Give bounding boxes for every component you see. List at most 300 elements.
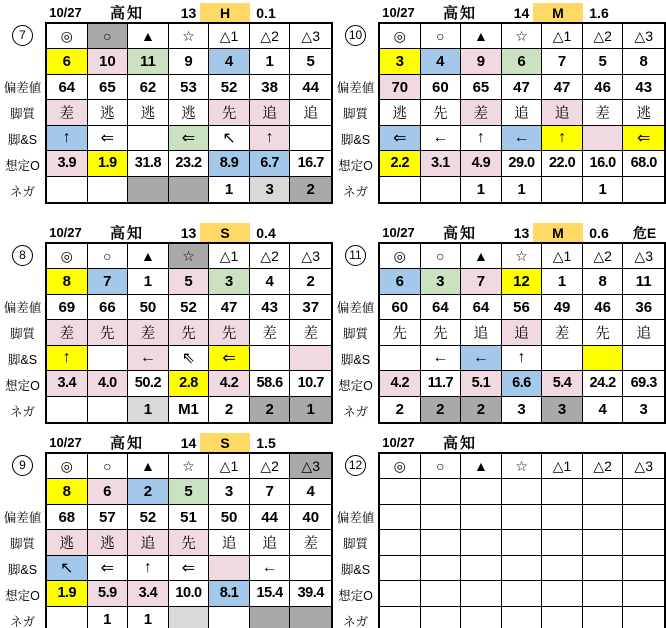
nega-cell[interactable] <box>623 177 664 202</box>
num-cell[interactable]: 7 <box>88 269 129 294</box>
marks-cell[interactable]: ◎ <box>47 244 88 269</box>
num-cell[interactable]: 8 <box>623 49 664 74</box>
nega-cell[interactable] <box>250 607 291 628</box>
marks-cell[interactable]: ☆ <box>169 24 210 49</box>
style-cell[interactable]: 逃 <box>380 100 421 125</box>
arrow-cell[interactable]: ← <box>421 346 462 371</box>
marks-cell[interactable]: ▲ <box>461 24 502 49</box>
row-label-deviation: 偏差値 <box>336 301 375 315</box>
odds-cell[interactable]: 22.0 <box>542 151 583 176</box>
dev-cell[interactable]: 36 <box>623 295 664 320</box>
dev-cell[interactable]: 40 <box>290 505 331 530</box>
num-cell[interactable]: 11 <box>623 269 664 294</box>
dev-cell[interactable]: 65 <box>88 75 129 100</box>
nega-cell[interactable]: 3 <box>639 400 648 418</box>
odds-cell[interactable] <box>623 581 664 606</box>
arrow-cell[interactable]: ⇖ <box>169 346 210 371</box>
nega-cell[interactable] <box>421 177 462 202</box>
odds-cell[interactable] <box>380 581 421 606</box>
arrow-cell[interactable] <box>88 346 129 371</box>
num-cell[interactable]: 2 <box>290 269 331 294</box>
nega-cell[interactable] <box>380 607 421 628</box>
num-cell[interactable]: 6 <box>88 479 129 504</box>
marks-cell[interactable]: △2 <box>250 454 291 479</box>
nega-cell[interactable]: M1 <box>169 397 210 422</box>
odds-cell[interactable] <box>583 581 624 606</box>
arrow-cell[interactable] <box>290 126 331 151</box>
arrow-cell[interactable] <box>583 346 624 371</box>
nega-cell[interactable]: 2 <box>250 397 291 422</box>
style-cell[interactable]: 先 <box>380 320 421 345</box>
nega-cell[interactable]: 3 <box>542 397 583 422</box>
dev-cell[interactable]: 49 <box>542 295 583 320</box>
arrow-cell[interactable]: ⇐ <box>380 126 421 151</box>
odds-cell[interactable]: 4.0 <box>88 371 129 396</box>
num-cell[interactable] <box>502 479 543 504</box>
style-cell[interactable]: 先 <box>169 530 210 555</box>
race-date: 10/27 <box>382 435 415 450</box>
arrow-cell[interactable] <box>380 346 421 371</box>
odds-cell[interactable]: 68.0 <box>623 151 664 176</box>
odds-cell[interactable] <box>421 581 462 606</box>
style-cell[interactable] <box>502 530 543 555</box>
arrow-cell[interactable] <box>502 556 543 581</box>
dev-cell[interactable]: 60 <box>421 75 462 100</box>
pace-value: 0.4 <box>256 224 276 241</box>
marks-cell[interactable]: △1 <box>209 24 250 49</box>
marks-cell[interactable]: ▲ <box>128 454 169 479</box>
odds-cell[interactable]: 58.6 <box>250 371 291 396</box>
odds-cell[interactable]: 24.2 <box>583 371 624 396</box>
dev-cell[interactable]: 52 <box>128 505 169 530</box>
dev-cell[interactable]: 68 <box>47 505 88 530</box>
dev-cell[interactable]: 43 <box>623 75 664 100</box>
marks-cell[interactable]: △2 <box>250 244 291 269</box>
nega-cell[interactable]: 2 <box>209 397 250 422</box>
nega-cell[interactable] <box>461 607 502 628</box>
style-cell[interactable]: 差 <box>47 320 88 345</box>
marks-cell[interactable]: △1 <box>209 244 250 269</box>
arrow-cell[interactable] <box>623 556 664 581</box>
style-cell[interactable]: 逃 <box>47 530 88 555</box>
arrow-cell[interactable]: ↑ <box>250 126 291 151</box>
odds-cell[interactable]: 39.4 <box>290 581 331 606</box>
arrow-cell[interactable]: ← <box>461 346 502 371</box>
dev-cell[interactable]: 47 <box>502 75 543 100</box>
arrow-cell[interactable] <box>290 556 331 581</box>
style-cell[interactable]: 追 <box>542 100 583 125</box>
dev-cell[interactable]: 44 <box>290 75 331 100</box>
nega-cell[interactable]: 1 <box>128 397 169 422</box>
nega-cell[interactable] <box>209 607 250 628</box>
style-cell[interactable]: 追 <box>209 530 250 555</box>
dev-cell[interactable] <box>461 505 502 530</box>
style-cell[interactable] <box>461 530 502 555</box>
num-cell[interactable]: 7 <box>461 269 502 294</box>
dev-cell[interactable]: 52 <box>209 75 250 100</box>
style-cell[interactable]: 追 <box>250 100 291 125</box>
marks-cell[interactable]: ☆ <box>502 454 543 479</box>
marks-cell[interactable]: △2 <box>583 24 624 49</box>
style-cell[interactable] <box>583 530 624 555</box>
row-label-column <box>333 22 378 204</box>
nega-cell[interactable] <box>128 177 169 202</box>
arrow-cell[interactable]: ⇐ <box>88 126 129 151</box>
nega-cell[interactable] <box>542 177 583 202</box>
dev-cell[interactable] <box>502 505 543 530</box>
num-cell[interactable]: 5 <box>583 49 624 74</box>
marks-cell[interactable]: ○ <box>421 454 462 479</box>
arrow-cell[interactable]: ← <box>128 346 169 371</box>
odds-cell[interactable]: 1.9 <box>88 151 129 176</box>
marks-cell[interactable]: ◎ <box>380 24 421 49</box>
odds-cell[interactable]: 5.9 <box>88 581 129 606</box>
nega-cell[interactable]: 2 <box>421 397 462 422</box>
style-cell[interactable]: 差 <box>583 100 624 125</box>
num-cell[interactable]: 8 <box>47 269 88 294</box>
nega-cell[interactable] <box>290 607 331 628</box>
style-cell[interactable]: 追 <box>502 100 543 125</box>
nega-cell[interactable]: 2 <box>461 397 502 422</box>
nega-cell[interactable]: 1 <box>209 177 250 202</box>
dev-cell[interactable]: 44 <box>250 505 291 530</box>
nega-cell[interactable] <box>169 177 210 202</box>
arrow-cell[interactable]: ← <box>502 126 543 151</box>
style-cell[interactable]: 逃 <box>88 100 129 125</box>
dev-cell[interactable] <box>542 505 583 530</box>
odds-cell[interactable]: 16.7 <box>290 151 331 176</box>
style-cell[interactable]: 先 <box>169 320 210 345</box>
marks-cell[interactable]: △1 <box>542 244 583 269</box>
style-cell[interactable]: 先 <box>421 100 462 125</box>
dev-cell[interactable]: 65 <box>461 75 502 100</box>
marks-cell[interactable]: ☆ <box>502 24 543 49</box>
arrow-cell[interactable] <box>461 556 502 581</box>
marks-cell[interactable]: ○ <box>421 244 462 269</box>
style-cell[interactable]: 追 <box>250 530 291 555</box>
style-cell[interactable]: 差 <box>250 320 291 345</box>
odds-cell[interactable]: 2.2 <box>380 151 421 176</box>
style-cell[interactable]: 逃 <box>88 530 129 555</box>
dev-cell[interactable]: 52 <box>169 295 210 320</box>
marks-cell[interactable]: ▲ <box>461 244 502 269</box>
nega-cell[interactable]: 1 <box>128 607 169 628</box>
arrow-cell[interactable]: ⇐ <box>169 126 210 151</box>
odds-cell[interactable]: 8.1 <box>209 581 250 606</box>
num-cell[interactable]: 5 <box>290 49 331 74</box>
arrow-cell[interactable] <box>250 346 291 371</box>
odds-cell[interactable]: 10.0 <box>169 581 210 606</box>
style-cell[interactable]: 追 <box>502 320 543 345</box>
arrow-cell[interactable] <box>542 346 583 371</box>
style-cell[interactable]: 差 <box>290 530 331 555</box>
dev-cell[interactable]: 64 <box>461 295 502 320</box>
dev-cell[interactable]: 51 <box>169 505 210 530</box>
num-cell[interactable]: 3 <box>209 479 250 504</box>
nega-cell[interactable]: 2 <box>380 397 421 422</box>
num-cell[interactable]: 4 <box>209 49 250 74</box>
marks-cell[interactable]: △2 <box>250 24 291 49</box>
num-cell[interactable]: 2 <box>128 479 169 504</box>
num-cell[interactable] <box>583 479 624 504</box>
data-grid <box>378 242 666 424</box>
arrow-cell[interactable]: ← <box>250 556 291 581</box>
style-cell[interactable]: 先 <box>88 320 129 345</box>
odds-cell[interactable]: 69.3 <box>623 371 664 396</box>
dev-cell[interactable] <box>380 505 421 530</box>
style-cell[interactable]: 先 <box>209 320 250 345</box>
odds-cell[interactable]: 3.4 <box>128 581 169 606</box>
dev-cell[interactable]: 47 <box>209 295 250 320</box>
arrow-cell[interactable] <box>421 556 462 581</box>
style-cell[interactable]: 差 <box>461 100 502 125</box>
arrow-cell[interactable]: ↑ <box>128 556 169 581</box>
odds-cell[interactable] <box>461 581 502 606</box>
nega-cell[interactable] <box>47 607 88 628</box>
num-cell[interactable]: 9 <box>169 49 210 74</box>
odds-cell[interactable]: 3.9 <box>47 151 88 176</box>
dev-cell[interactable]: 70 <box>380 75 421 100</box>
num-cell[interactable] <box>542 479 583 504</box>
arrow-cell[interactable] <box>542 556 583 581</box>
num-cell[interactable]: 10 <box>88 49 129 74</box>
dev-cell[interactable]: 53 <box>169 75 210 100</box>
style-cell[interactable] <box>623 530 664 555</box>
dev-cell[interactable]: 64 <box>47 75 88 100</box>
odds-cell[interactable]: 1.9 <box>47 581 88 606</box>
num-cell[interactable]: 5 <box>169 269 210 294</box>
marks-cell[interactable]: ○ <box>421 24 462 49</box>
dev-cell[interactable]: 38 <box>250 75 291 100</box>
style-cell[interactable]: 先 <box>583 320 624 345</box>
num-cell[interactable]: 1 <box>542 269 583 294</box>
nega-cell[interactable] <box>88 397 129 422</box>
odds-cell[interactable]: 6.7 <box>250 151 291 176</box>
arrow-cell[interactable]: ↑ <box>542 126 583 151</box>
odds-cell[interactable]: 11.7 <box>421 371 462 396</box>
num-cell[interactable]: 4 <box>250 269 291 294</box>
arrow-cell[interactable]: ↖ <box>209 126 250 151</box>
arrow-cell[interactable]: ← <box>421 126 462 151</box>
marks-cell[interactable]: △1 <box>542 24 583 49</box>
num-cell[interactable]: 9 <box>461 49 502 74</box>
num-cell[interactable]: 12 <box>502 269 543 294</box>
num-cell[interactable]: 8 <box>47 479 88 504</box>
arrow-cell[interactable]: ⇐ <box>88 556 129 581</box>
dev-cell[interactable] <box>623 505 664 530</box>
marks-cell[interactable]: ◎ <box>380 454 421 479</box>
dev-cell[interactable] <box>583 505 624 530</box>
odds-cell[interactable]: 16.0 <box>583 151 624 176</box>
arrow-cell[interactable] <box>380 556 421 581</box>
nega-cell[interactable] <box>169 607 210 628</box>
marks-cell[interactable]: △3 <box>623 454 664 479</box>
num-cell[interactable] <box>421 479 462 504</box>
nega-cell[interactable]: 3 <box>250 177 291 202</box>
odds-cell[interactable]: 4.2 <box>209 371 250 396</box>
num-cell[interactable]: 6 <box>380 269 421 294</box>
dev-cell[interactable]: 47 <box>542 75 583 100</box>
nega-cell[interactable] <box>47 397 88 422</box>
marks-cell[interactable]: △3 <box>623 24 664 49</box>
style-cell[interactable]: 差 <box>128 320 169 345</box>
row-label-deviation: 偏差値 <box>3 301 42 315</box>
num-cell[interactable]: 4 <box>290 479 331 504</box>
odds-cell[interactable]: 3.1 <box>421 151 462 176</box>
odds-cell[interactable]: 5.4 <box>542 371 583 396</box>
style-cell[interactable]: 逃 <box>623 100 664 125</box>
marks-cell[interactable]: △3 <box>290 454 331 479</box>
marks-cell[interactable]: ☆ <box>169 244 210 269</box>
odds-cell[interactable] <box>542 581 583 606</box>
style-cell[interactable]: 追 <box>461 320 502 345</box>
dev-cell[interactable]: 46 <box>583 75 624 100</box>
dev-cell[interactable]: 60 <box>380 295 421 320</box>
num-cell[interactable]: 3 <box>380 49 421 74</box>
dev-cell[interactable] <box>421 505 462 530</box>
odds-cell[interactable]: 29.0 <box>502 151 543 176</box>
nega-cell[interactable] <box>623 607 664 628</box>
dev-cell[interactable]: 64 <box>421 295 462 320</box>
odds-cell[interactable]: 50.2 <box>128 371 169 396</box>
num-cell[interactable]: 1 <box>250 49 291 74</box>
num-cell[interactable]: 3 <box>421 269 462 294</box>
marks-cell[interactable]: ☆ <box>169 454 210 479</box>
dev-cell[interactable]: 50 <box>128 295 169 320</box>
num-cell[interactable]: 6 <box>502 49 543 74</box>
style-cell[interactable]: 差 <box>290 320 331 345</box>
odds-cell[interactable]: 5.1 <box>461 371 502 396</box>
nega-cell[interactable]: 1 <box>461 177 502 202</box>
marks-cell[interactable]: △3 <box>290 24 331 49</box>
nega-cell[interactable]: 1 <box>88 607 129 628</box>
odds-cell[interactable]: 4.2 <box>380 371 421 396</box>
num-cell[interactable]: 4 <box>421 49 462 74</box>
style-cell[interactable]: 追 <box>623 320 664 345</box>
marks-cell[interactable]: ▲ <box>128 24 169 49</box>
arrow-cell[interactable]: ↖ <box>47 556 88 581</box>
arrow-cell[interactable] <box>290 346 331 371</box>
marks-cell[interactable]: ◎ <box>380 244 421 269</box>
marks-cell[interactable]: △1 <box>542 454 583 479</box>
num-cell[interactable]: 8 <box>583 269 624 294</box>
style-cell[interactable]: 逃 <box>128 100 169 125</box>
dev-cell[interactable]: 66 <box>88 295 129 320</box>
odds-cell[interactable]: 4.9 <box>461 151 502 176</box>
dev-cell[interactable]: 46 <box>583 295 624 320</box>
marks-cell[interactable]: ○ <box>88 244 129 269</box>
marks-cell[interactable]: △3 <box>290 244 331 269</box>
style-cell[interactable] <box>380 530 421 555</box>
nega-cell[interactable]: 2 <box>290 177 331 202</box>
style-cell[interactable] <box>542 530 583 555</box>
num-cell[interactable]: 3 <box>209 269 250 294</box>
arrow-cell[interactable]: ↑ <box>502 346 543 371</box>
arrow-cell[interactable]: ↑ <box>461 126 502 151</box>
num-cell[interactable] <box>380 479 421 504</box>
marks-cell[interactable]: ◎ <box>47 24 88 49</box>
marks-cell[interactable]: △2 <box>583 454 624 479</box>
nega-cell[interactable] <box>542 607 583 628</box>
arrow-cell[interactable]: ⇐ <box>209 346 250 371</box>
marks-cell[interactable]: △3 <box>623 244 664 269</box>
style-cell[interactable] <box>421 530 462 555</box>
num-cell[interactable]: 6 <box>47 49 88 74</box>
dev-cell[interactable]: 43 <box>250 295 291 320</box>
marks-cell[interactable]: ○ <box>88 454 129 479</box>
dev-cell[interactable]: 37 <box>290 295 331 320</box>
num-cell[interactable]: 1 <box>128 269 169 294</box>
marks-cell[interactable]: ▲ <box>461 454 502 479</box>
dev-cell[interactable]: 50 <box>209 505 250 530</box>
marks-cell[interactable]: ▲ <box>128 244 169 269</box>
nega-cell[interactable]: 4 <box>583 397 624 422</box>
nega-cell[interactable] <box>583 607 624 628</box>
style-cell[interactable]: 差 <box>47 100 88 125</box>
arrow-cell[interactable] <box>583 556 624 581</box>
odds-cell[interactable]: 3.4 <box>47 371 88 396</box>
nega-cell[interactable]: 1 <box>290 397 331 422</box>
marks-cell[interactable]: △1 <box>209 454 250 479</box>
num-cell[interactable] <box>461 479 502 504</box>
marks-cell[interactable]: △2 <box>583 244 624 269</box>
arrow-cell[interactable]: ↑ <box>47 346 88 371</box>
odds-cell[interactable]: 31.8 <box>128 151 169 176</box>
dev-cell[interactable]: 62 <box>128 75 169 100</box>
dev-cell[interactable]: 56 <box>502 295 543 320</box>
arrow-cell[interactable]: ↑ <box>47 126 88 151</box>
odds-cell[interactable] <box>502 581 543 606</box>
num-cell[interactable]: 7 <box>250 479 291 504</box>
dev-cell[interactable]: 57 <box>88 505 129 530</box>
arrow-cell[interactable] <box>583 126 624 151</box>
style-cell[interactable]: 差 <box>542 320 583 345</box>
odds-cell[interactable]: 2.8 <box>169 371 210 396</box>
style-cell[interactable]: 逃 <box>169 100 210 125</box>
num-cell[interactable]: 7 <box>542 49 583 74</box>
arrow-cell[interactable] <box>623 346 664 371</box>
num-cell[interactable] <box>623 479 664 504</box>
dev-cell[interactable]: 69 <box>47 295 88 320</box>
odds-cell[interactable]: 23.2 <box>169 151 210 176</box>
odds-cell[interactable]: 8.9 <box>209 151 250 176</box>
nega-cell[interactable] <box>88 177 129 202</box>
odds-cell[interactable]: 15.4 <box>250 581 291 606</box>
arrow-cell[interactable]: ⇐ <box>169 556 210 581</box>
marks-cell[interactable]: ☆ <box>502 244 543 269</box>
style-cell[interactable]: 追 <box>128 530 169 555</box>
nega-cell[interactable] <box>380 177 421 202</box>
odds-cell[interactable]: 6.6 <box>502 371 543 396</box>
nega-cell[interactable]: 1 <box>502 177 543 202</box>
num-cell[interactable]: 11 <box>128 49 169 74</box>
nega-cell[interactable]: 1 <box>583 177 624 202</box>
arrow-cell[interactable] <box>128 126 169 151</box>
style-cell[interactable]: 追 <box>290 100 331 125</box>
marks-cell[interactable]: ◎ <box>47 454 88 479</box>
style-cell[interactable]: 先 <box>421 320 462 345</box>
num-cell[interactable]: 5 <box>169 479 210 504</box>
arrow-cell[interactable] <box>209 556 250 581</box>
nega-cell[interactable] <box>47 177 88 202</box>
arrow-cell[interactable]: ⇐ <box>623 126 664 151</box>
style-cell[interactable]: 先 <box>209 100 250 125</box>
nega-cell[interactable] <box>421 607 462 628</box>
marks-cell[interactable]: ○ <box>88 24 129 49</box>
odds-cell[interactable]: 10.7 <box>290 371 331 396</box>
nega-cell[interactable]: 3 <box>502 397 543 422</box>
nega-cell[interactable] <box>502 607 543 628</box>
